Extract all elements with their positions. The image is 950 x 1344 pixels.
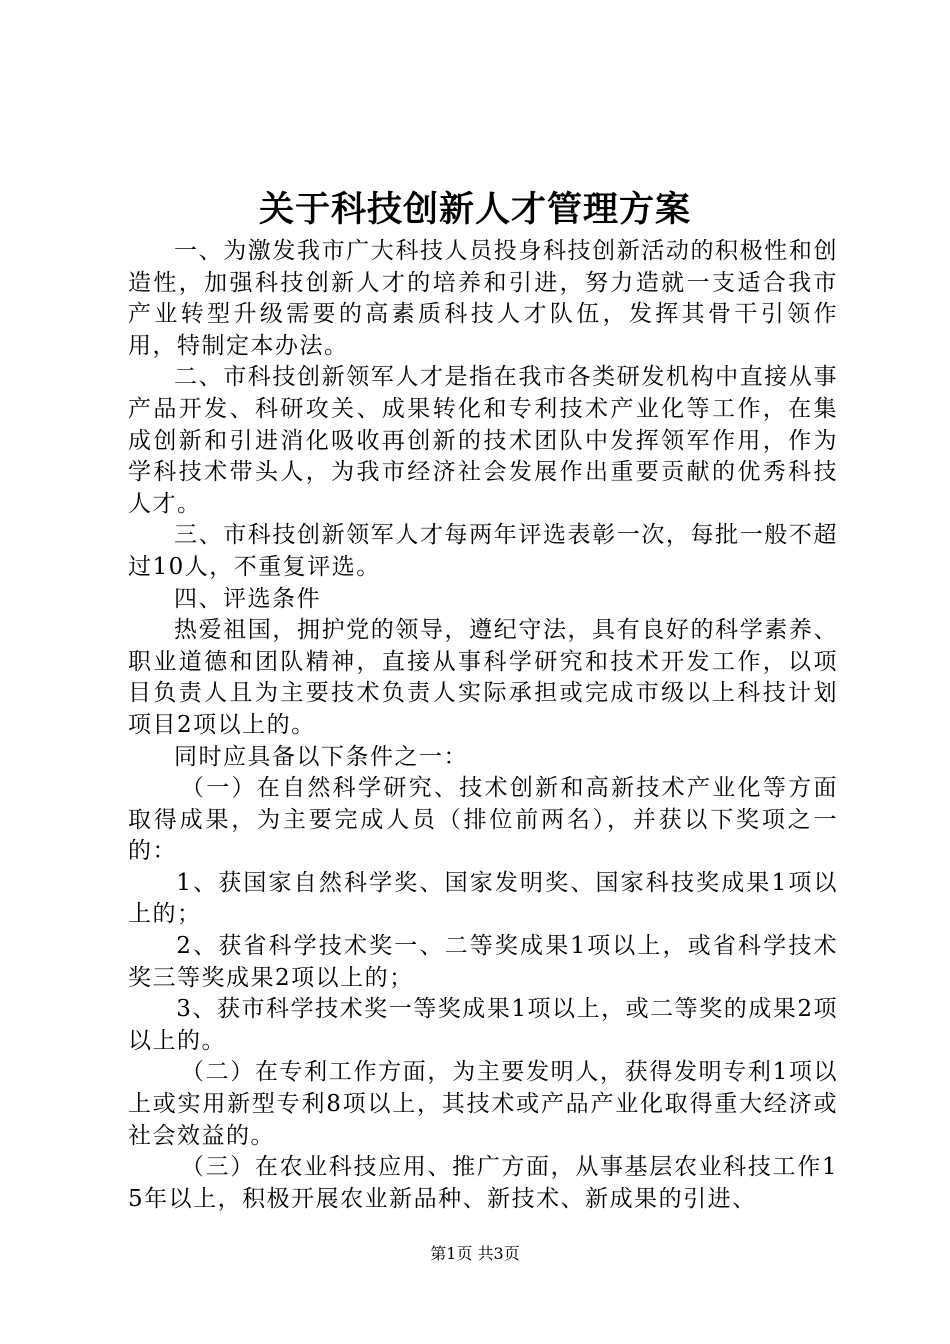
document-title: 关于科技创新人才管理方案 — [258, 189, 691, 230]
paragraph-12: （三）在农业科技应用、推广方面，从事基层农业科技工作15年以上，积极开展农业新品种、新技术、新成果的引进、 — [128, 1154, 838, 1212]
paragraph-5: 热爱祖国，拥护党的领导，遵纪守法，具有良好的科学素养、职业道德和团队精神，直接从事科学研究和技术开发工作，以项目负责人且为主要技术负责人实际承担或完成市级以上科技计划项目2项以上的。 — [128, 617, 838, 738]
paragraph-7: （一）在自然科学研究、技术创新和高新技术产业化等方面取得成果，为主要完成人员（排位前两名），并获以下奖项之一的： — [128, 775, 838, 865]
paragraph-3: 三、市科技创新领军人才每两年评选表彰一次，每批一般不超过10人，不重复评选。 — [128, 522, 838, 580]
paragraph-6: 同时应具备以下条件之一： — [174, 743, 468, 770]
document-body — [128, 236, 838, 1215]
page-footer: 第1页 共3页 — [430, 1244, 520, 1263]
paragraph-10: 3、获市科学技术奖一等奖成果1项以上，或二等奖的成果2项以上的。 — [128, 996, 838, 1054]
paragraph-1: 一、为激发我市广大科技人员投身科技创新活动的积极性和创造性，加强科技创新人才的培养和引进，努力造就一支适合我市产业转型升级需要的高素质科技人才队伍，发挥其骨干引领作用，特制定本办法。 — [128, 238, 838, 359]
paragraph-9: 2、获省科学技术奖一、二等奖成果1项以上，或省科学技术奖三等奖成果2项以上的； — [128, 933, 838, 991]
paragraph-8: 1、获国家自然科学奖、国家发明奖、国家科技奖成果1项以上的； — [128, 869, 838, 928]
paragraph-11: （二）在专利工作方面，为主要发明人，获得发明专利1项以上或实用新型专利8项以上，其技术或产品产业化取得重大经济或社会效益的。 — [128, 1059, 838, 1149]
paragraph-4-heading: 四、评选条件 — [174, 585, 321, 612]
paragraph-2: 二、市科技创新领军人才是指在我市各类研发机构中直接从事产品开发、科研攻关、成果转化和专利技术产业化等工作，在集成创新和引进消化吸收再创新的技术团队中发挥领军作用，作为学科技术带头人，为我市经济社会发展作出重要贡献的优秀科技人才。 — [128, 364, 838, 517]
